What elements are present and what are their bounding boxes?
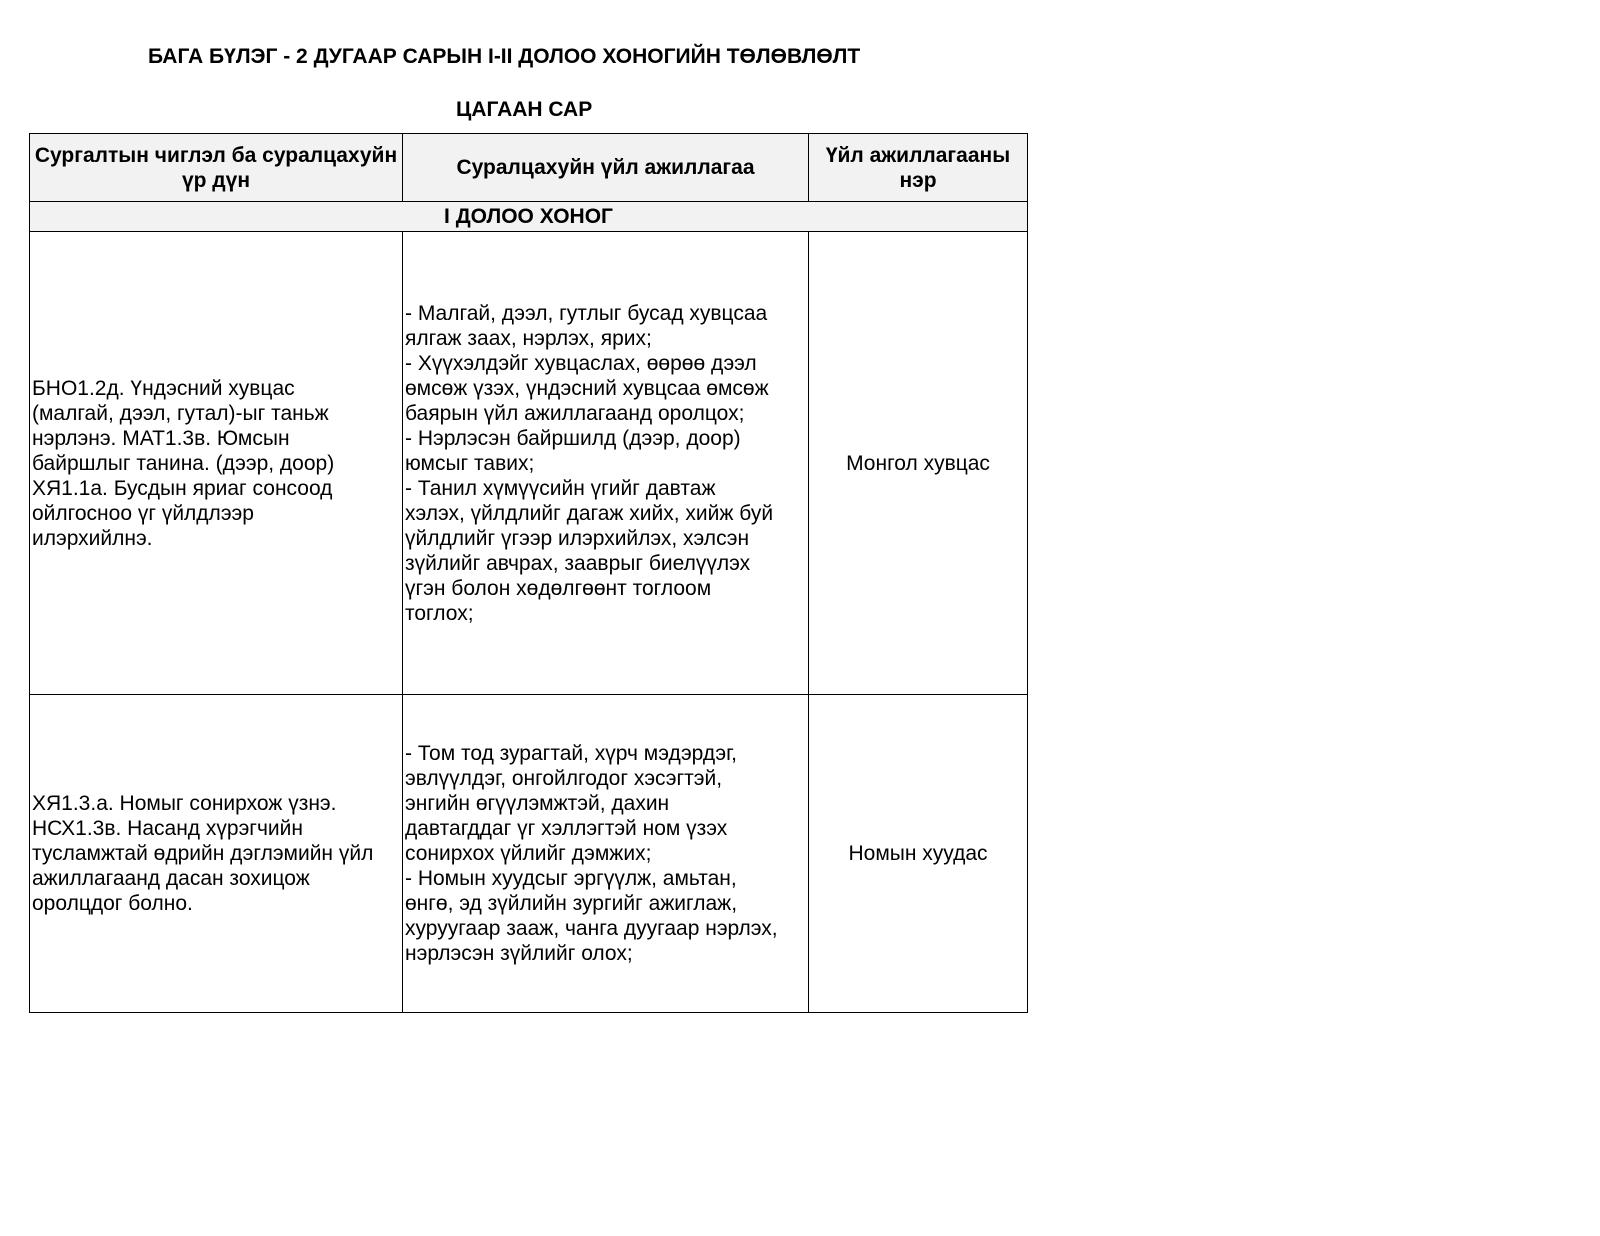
plan-table [29, 133, 1028, 1013]
week-label: I ДОЛОО ХОНОГ [30, 202, 1028, 232]
table-row [30, 695, 1028, 1013]
activity-name-cell: Монгол хувцас [809, 232, 1028, 695]
activity-name-cell: Номын хуудас [809, 695, 1028, 1013]
document-subtitle: ЦАГААН САР [456, 98, 593, 121]
header-row [30, 134, 1028, 202]
header-outcome: Сургалтын чиглэл ба суралцахуйн үр дүн [30, 134, 403, 202]
header-activity: Суралцахуйн үйл ажиллагаа [403, 134, 809, 202]
document-title: БАГА БҮЛЭГ - 2 ДУГААР САРЫН I-II ДОЛОО ХОНОГИЙН ТӨЛӨВЛӨЛТ [148, 45, 861, 68]
outcome-cell: БНО1.2д. Үндэсний хувцас (малгай, дээл, гутал)-ыг таньж нэрлэнэ. МАТ1.3в. Юмсын байршлыг танина. (дээр, доор) ХЯ1.1а. Бусдын яриаг сонсоод ойлгосноо үг үйлдлээр илэрхийлнэ. [30, 232, 403, 695]
activity-cell: - Малгай, дээл, гутлыг бусад хувцсаа ялгаж заах, нэрлэх, ярих; - Хүүхэлдэйг хувцаслах, өөрөө дээл өмсөж үзэх, үндэсний хувцсаа өмсөж баярын үйл ажиллагаанд оролцох; - Нэрлэсэн байршилд (дээр, доор) юмсыг тавих; - Танил хүмүүсийн үгийг давтаж хэлэх, үйлдлийг дагаж хийх, хийж буй үйлдлийг үгээр илэрхийлэх, хэлсэн зүйлийг авчрах, зааврыг биелүүлэх үгэн болон хөдөлгөөнт тоглоом тоглох; [403, 232, 809, 695]
outcome-cell: ХЯ1.3.а. Номыг сонирхож үзнэ. НСХ1.3в. Насанд хүрэгчийн тусламжтай өдрийн дэглэмийн үйл ажиллагаанд дасан зохицож оролцдог болно. [30, 695, 403, 1013]
week-row [30, 202, 1028, 232]
table-row [30, 232, 1028, 695]
header-activity-name: Үйл ажиллагааны нэр [809, 134, 1028, 202]
activity-cell: - Том тод зурагтай, хүрч мэдэрдэг, эвлүүлдэг, онгойлгодог хэсэгтэй, энгийн өгүүлэмжтэй, дахин давтагддаг үг хэллэгтэй ном үзэх сонирхох үйлийг дэмжих; - Номын хуудсыг эргүүлж, амьтан, өнгө, эд зүйлийн зургийг ажиглаж, хуруугаар зааж, чанга дуугаар нэрлэх, нэрлэсэн зүйлийг олох; [403, 695, 809, 1013]
